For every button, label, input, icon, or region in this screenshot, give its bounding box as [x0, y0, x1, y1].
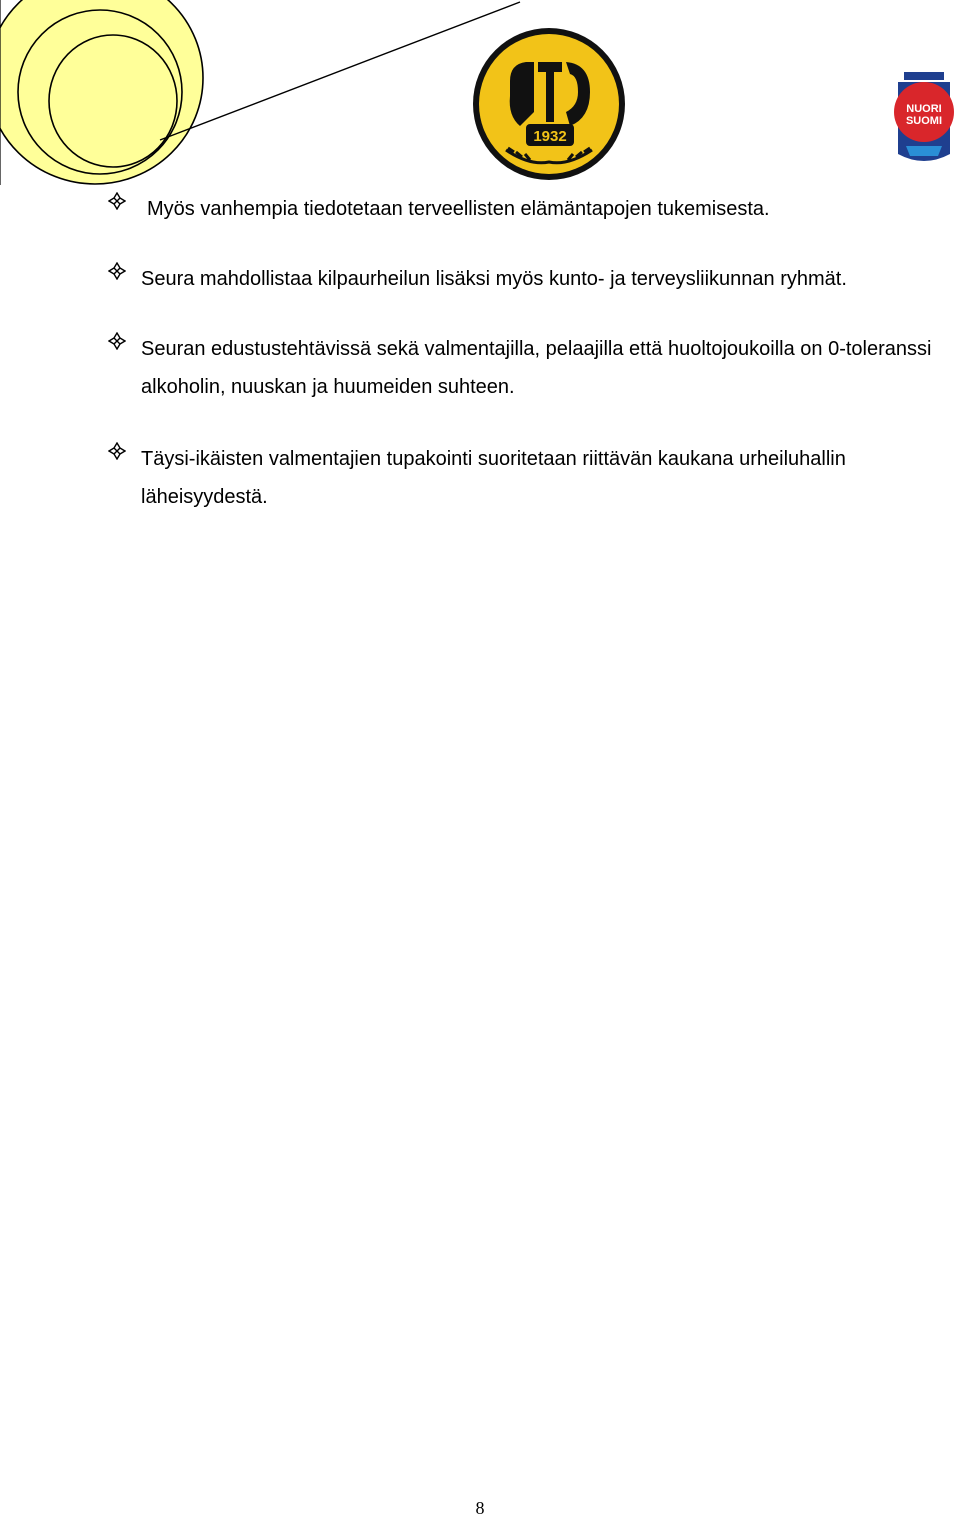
diamond-bullet-icon [108, 192, 126, 210]
diamond-bullet-icon [108, 332, 126, 350]
club-emblem-logo [470, 26, 628, 182]
page-number: 8 [475, 1498, 485, 1518]
club-logo-year: 1932 [533, 128, 567, 145]
bullet-text: Seuran edustustehtävissä sekä valmentajilla, pelaajilla että huoltojoukoilla on 0-toleranssi alkoholin, nuuskan ja huumeiden suhteen. [141, 338, 932, 398]
partner-logo-line1: NUORI [906, 103, 942, 115]
bullet-text: Myös vanhempia tiedotetaan terveellisten elämäntapojen tukemisesta. [147, 198, 770, 220]
bullet-text: Seura mahdollistaa kilpaurheilun lisäksi myös kunto- ja terveysliikunnan ryhmät. [141, 268, 847, 290]
partner-logo [892, 70, 958, 170]
partner-logo-line2: SUOMI [905, 115, 943, 127]
bullet-text: Täysi-ikäisten valmentajien tupakointi suoritetaan riittävän kaukana urheiluhallin läheisyydestä. [141, 448, 846, 508]
diamond-bullet-icon [108, 262, 126, 280]
corner-circles-decoration [0, 0, 530, 185]
diamond-bullet-icon [108, 442, 126, 460]
